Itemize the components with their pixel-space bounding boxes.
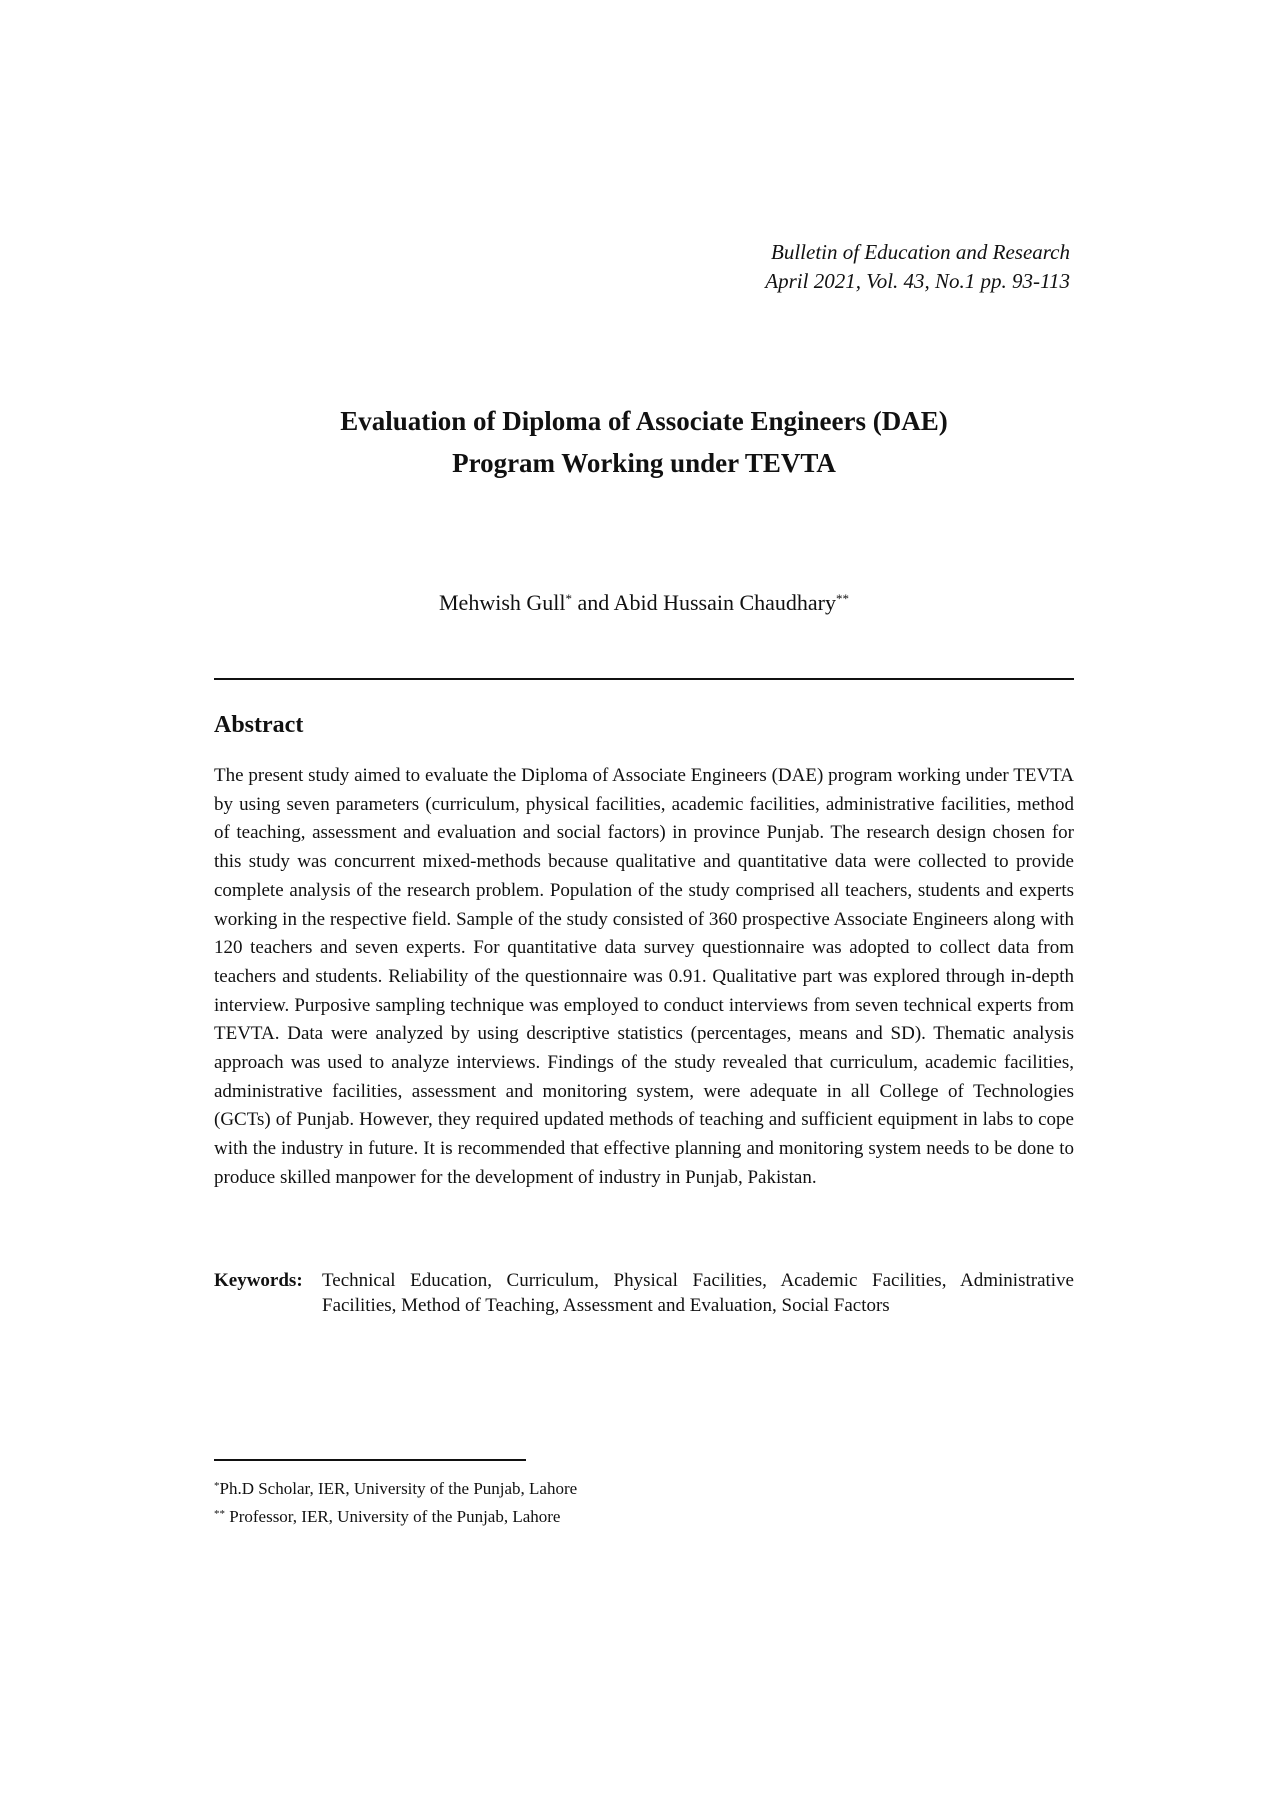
paper-title-line-1: Evaluation of Diploma of Associate Engineers (DAE): [340, 406, 948, 436]
journal-header: [765, 238, 1070, 296]
footnote-2: [214, 1503, 577, 1531]
keywords-section: [214, 1268, 1074, 1318]
footnote-1-text: Ph.D Scholar, IER, University of the Punjab, Lahore: [219, 1479, 578, 1498]
footnote-1: [214, 1475, 577, 1503]
author-2-footnote-mark: **: [835, 591, 849, 606]
paper-title: [214, 400, 1074, 484]
footnotes: [214, 1475, 577, 1531]
abstract-body: The present study aimed to evaluate the Diploma of Associate Engineers (DAE) program working under TEVTA by using seven parameters (curriculum, physical facilities, academic facilities, administrative facilities, method of teaching, assessment and evaluation and social factors) in province Punjab. The research design chosen for this study was concurrent mixed-methods because qualitative and quantitative data were collected to provide complete analysis of the research problem. Population of the study comprised all teachers, students and experts working in the respective field. Sample of the study consisted of 360 prospective Associate Engineers along with 120 teachers and seven experts. For quantitative data survey questionnaire was adopted to collect data from teachers and students. Reliability of the questionnaire was 0.91. Qualitative part was explored through in-depth interview. Purposive sampling technique was employed to conduct interviews from seven technical experts from TEVTA. Data were analyzed by using descriptive statistics (percentages, means and SD). Thematic analysis approach was used to analyze interviews. Findings of the study revealed that curriculum, academic facilities, administrative facilities, assessment and monitoring system, were adequate in all College of Technologies (GCTs) of Punjab. However, they required updated methods of teaching and sufficient equipment in labs to cope with the industry in future. It is recommended that effective planning and monitoring system needs to be done to produce skilled manpower for the development of industry in Punjab, Pakistan.: [214, 765, 1074, 1188]
author-conjunction: and: [572, 590, 614, 615]
journal-issue: April 2021, Vol. 43, No.1 pp. 93-113: [765, 269, 1070, 293]
paper-title-line-2: Program Working under TEVTA: [452, 448, 836, 478]
author-1-name: Mehwish Gull: [439, 590, 566, 615]
abstract-heading: Abstract: [214, 712, 304, 738]
author-list: [214, 588, 1074, 618]
footnote-divider: [214, 1459, 526, 1461]
footnote-1-mark: *: [214, 1480, 220, 1492]
keywords-text: Technical Education, Curriculum, Physical Facilities, Academic Facilities, Administrative Facilities, Method of Teaching, Assessment and Evaluation, Social Factors: [322, 1270, 1074, 1316]
footnote-2-mark: **: [214, 1508, 225, 1520]
keywords-label: Keywords:: [214, 1270, 303, 1291]
footnote-2-text: Professor, IER, University of the Punjab, Lahore: [225, 1507, 561, 1526]
header-divider: [214, 678, 1074, 680]
journal-name: Bulletin of Education and Research: [771, 240, 1070, 264]
author-2-name: Abid Hussain Chaudhary: [613, 590, 836, 615]
author-1-footnote-mark: *: [565, 591, 572, 606]
